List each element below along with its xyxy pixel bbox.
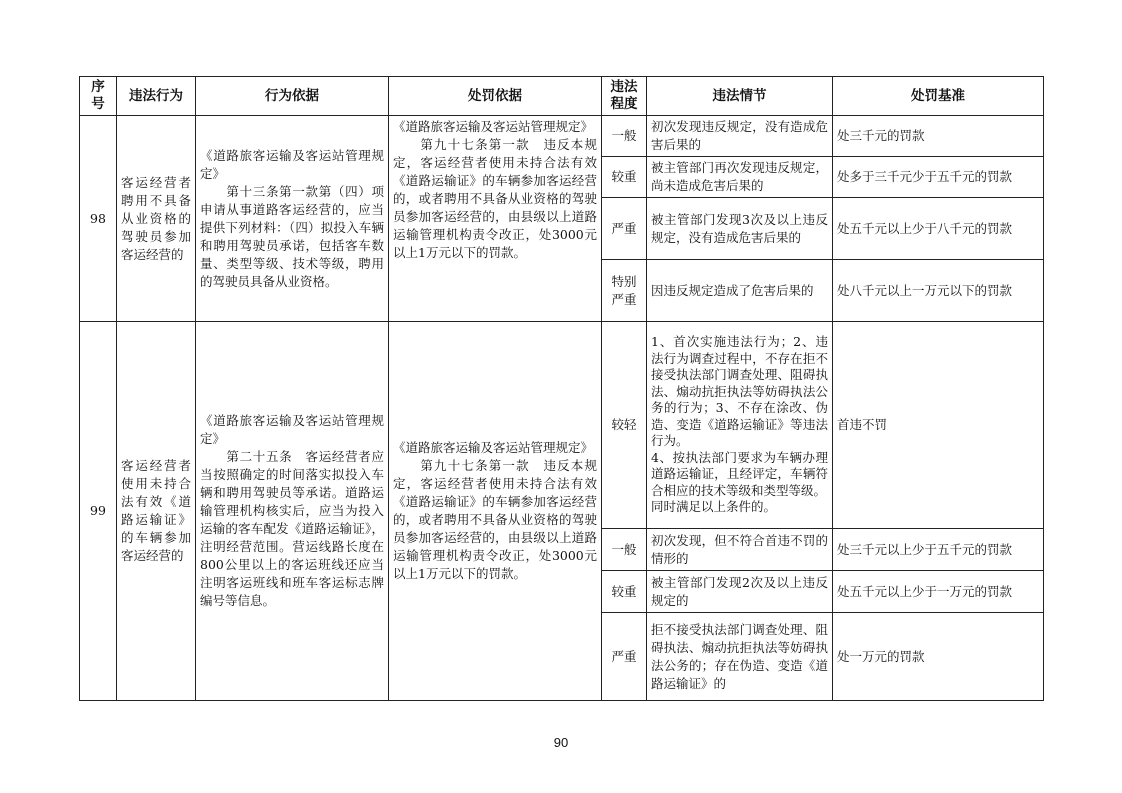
table-row [80,322,1044,529]
row-violation: 客运经营者使用未持合法有效《道路运输证》的车辆参加客运经营的 [117,322,196,701]
level-standard: 处三千元以上少于五千元的罚款 [833,529,1044,571]
header-seq: 序 号 [80,77,117,116]
level-degree: 特别 严重 [602,260,647,322]
level-circumstance: 因违反规定造成了危害后果的 [647,260,833,322]
level-degree: 较轻 [602,322,647,529]
row-basis: 《道路旅客运输及客运站管理规定》 第十三条第一款第（四）项 申请从事道路客运经营的，应当提供下列材料：（四）拟投入车辆和聘用驾驶员承诺，包括客车数量、类型等级、技术等级，聘用的驾驶员具备从业资格。 [196,116,389,322]
level-degree: 一般 [602,116,647,157]
header-basis: 行为依据 [196,77,389,116]
header-circumstance: 违法情节 [647,77,833,116]
level-degree: 严重 [602,198,647,260]
row-seq: 99 [80,322,117,701]
header-violation: 违法行为 [117,77,196,116]
level-degree: 严重 [602,613,647,701]
level-circumstance: 被主管部门再次发现违反规定，尚未造成危害后果的 [647,157,833,198]
penalty-standard-table [79,76,1044,701]
level-degree: 较重 [602,571,647,613]
level-circumstance: 初次发现违反规定，没有造成危害后果的 [647,116,833,157]
header-penalty-basis: 处罚依据 [389,77,602,116]
level-standard: 首违不罚 [833,322,1044,529]
level-standard: 处一万元的罚款 [833,613,1044,701]
header-degree: 违法 程度 [602,77,647,116]
level-circumstance: 被主管部门发现3次及以上违反规定，没有造成危害后果的 [647,198,833,260]
row-basis: 《道路旅客运输及客运站管理规定》 第二十五条 客运经营者应当按照确定的时间落实拟投入车辆和聘用驾驶员等承诺。道路运输管理机构核实后，应当为投入运输的客车配发《道路运输证》，注明经营范围。营运线路长度在800公里以上的客运班线还应当注明客运班线和班车客运标志牌编号等信息。 [196,322,389,701]
header-standard: 处罚基准 [833,77,1044,116]
level-standard: 处五千元以上少于八千元的罚款 [833,198,1044,260]
level-standard: 处三千元的罚款 [833,116,1044,157]
page-number: 90 [553,735,569,750]
table-header-row [80,77,1044,116]
level-standard: 处八千元以上一万元以下的罚款 [833,260,1044,322]
level-circumstance: 被主管部门发现2次及以上违反规定的 [647,571,833,613]
row-seq: 98 [80,116,117,322]
row-penalty-basis: 《道路旅客运输及客运站管理规定》 第九十七条第一款 违反本规定，客运经营者使用未持合法有效《道路运输证》的车辆参加客运经营的，或者聘用不具备从业资格的驾驶员参加客运经营的，由县级以上道路运输管理机构责令改正，处3000元以上1万元以下的罚款。 [389,116,602,322]
level-circumstance: 初次发现，但不符合首违不罚的情形的 [647,529,833,571]
level-standard: 处五千元以上少于一万元的罚款 [833,571,1044,613]
row-penalty-basis: 《道路旅客运输及客运站管理规定》 第九十七条第一款 违反本规定，客运经营者使用未持合法有效《道路运输证》的车辆参加客运经营的，或者聘用不具备从业资格的驾驶员参加客运经营的，由县级以上道路运输管理机构责令改正，处3000元以上1万元以下的罚款。 [389,322,602,701]
level-standard: 处多于三千元少于五千元的罚款 [833,157,1044,198]
table-row [80,116,1044,157]
level-circumstance: 1、首次实施违法行为；2、违法行为调查过程中，不存在拒不接受执法部门调查处理、阻碍执法、煽动抗拒执法等妨碍执法公务的行为；3、不存在涂改、伪造、变造《道路运输证》等违法行为。 4、按执法部门要求为车辆办理道路运输证，且经评定，车辆符合相应的技术等级和类型等级。 同时满足以上条件的。 [647,322,833,529]
row-violation: 客运经营者聘用不具备从业资格的驾驶员参加客运经营的 [117,116,196,322]
level-degree: 一般 [602,529,647,571]
level-circumstance: 拒不接受执法部门调查处理、阻碍执法、煽动抗拒执法等妨碍执法公务的；存在伪造、变造《道路运输证》的 [647,613,833,701]
level-degree: 较重 [602,157,647,198]
